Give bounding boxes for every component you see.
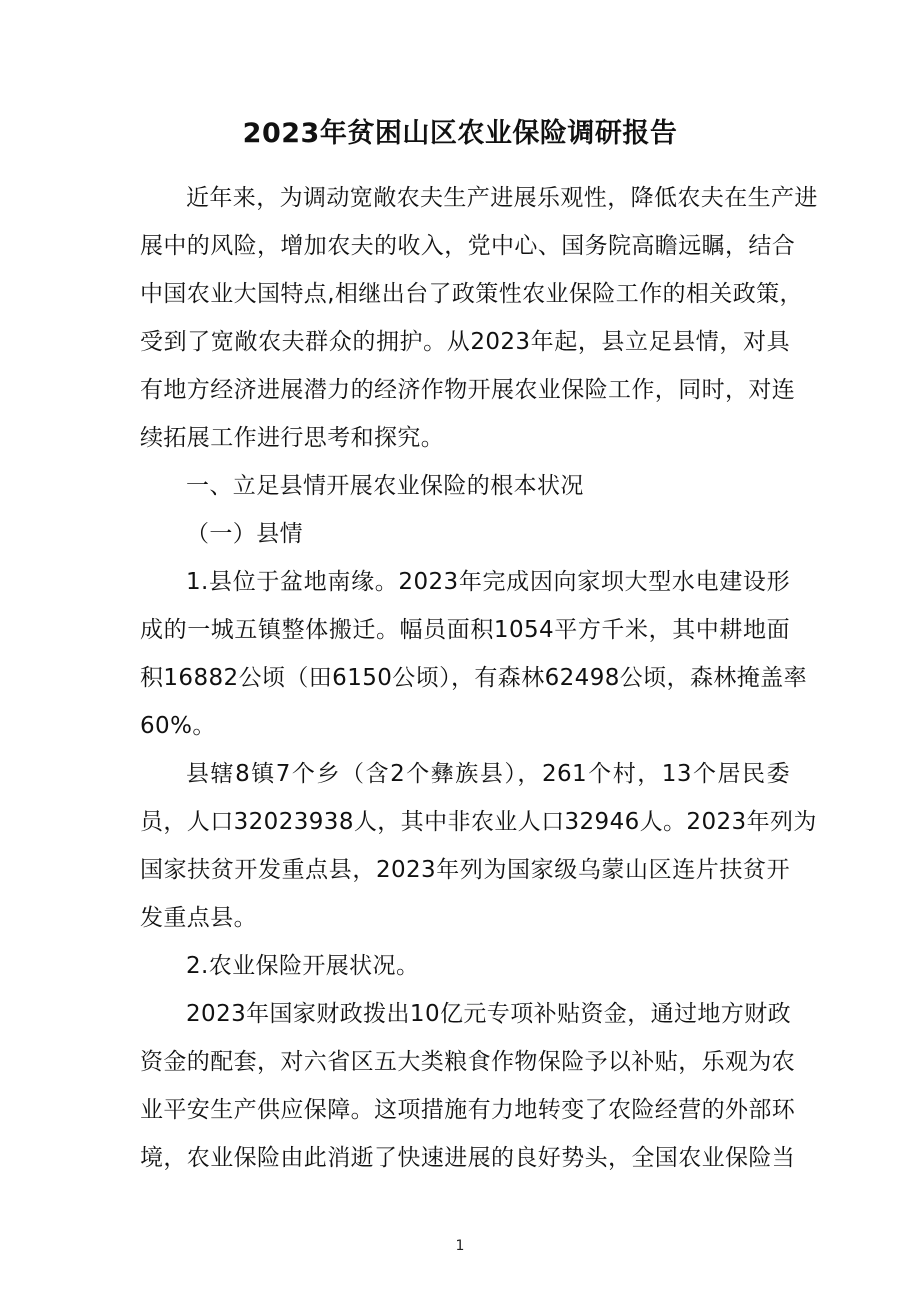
paragraph-1-line-4: 受到了宽敞农夫群众的拥护。从2023年起，县立足县情，对具 xyxy=(140,329,790,355)
paragraph-4-line-4: 境，农业保险由此消逝了快速进展的良好势头，全国农业保险当 xyxy=(140,1145,796,1171)
paragraph-3-line-1: 县辖8镇7个乡（含2个彝族县），261个村，13个居民委 xyxy=(186,761,790,787)
paragraph-1-line-3: 中国农业大国特点,相继出台了政策性农业保险工作的相关政策， xyxy=(140,281,803,307)
subsection-heading-county: （一）县情 xyxy=(186,521,303,547)
paragraph-2-line-2: 成的一城五镇整体搬迁。幅员面积1054平方千米，其中耕地面 xyxy=(140,617,790,643)
page-number: 1 xyxy=(455,1238,465,1254)
paragraph-2-line-3: 积16882公顷（田6150公顷），有森林62498公顷，森林掩盖率 xyxy=(140,665,807,691)
document-title: 2023年贫困山区农业保险调研报告 xyxy=(242,118,678,149)
paragraph-2-line-1: 1.县位于盆地南缘。2023年完成因向家坝大型水电建设形 xyxy=(186,569,790,595)
subsection-heading-insurance: 2.农业保险开展状况。 xyxy=(186,953,420,979)
paragraph-1-line-1: 近年来，为调动宽敞农夫生产进展乐观性，降低农夫在生产进 xyxy=(186,185,818,211)
paragraph-4-line-2: 资金的配套，对六省区五大类粮食作物保险予以补贴，乐观为农 xyxy=(140,1049,796,1075)
section-heading-1: 一、立足县情开展农业保险的根本状况 xyxy=(186,473,584,499)
paragraph-3-line-3: 国家扶贫开发重点县，2023年列为国家级乌蒙山区连片扶贫开 xyxy=(140,857,790,883)
paragraph-4-line-3: 业平安生产供应保障。这项措施有力地转变了农险经营的外部环 xyxy=(140,1097,796,1123)
paragraph-1-line-5: 有地方经济进展潜力的经济作物开展农业保险工作，同时，对连 xyxy=(140,377,796,403)
paragraph-1-line-2: 展中的风险，增加农夫的收入，党中心、国务院高瞻远瞩，结合 xyxy=(140,233,796,259)
paragraph-1-line-6: 续拓展工作进行思考和探究。 xyxy=(140,425,445,451)
paragraph-3-line-2: 员，人口32023938人，其中非农业人口32946人。2023年列为 xyxy=(140,809,817,835)
paragraph-2-line-4: 60%。 xyxy=(140,713,216,739)
paragraph-3-line-4: 发重点县。 xyxy=(140,905,257,931)
paragraph-4-line-1: 2023年国家财政拨出10亿元专项补贴资金，通过地方财政 xyxy=(186,1001,791,1027)
